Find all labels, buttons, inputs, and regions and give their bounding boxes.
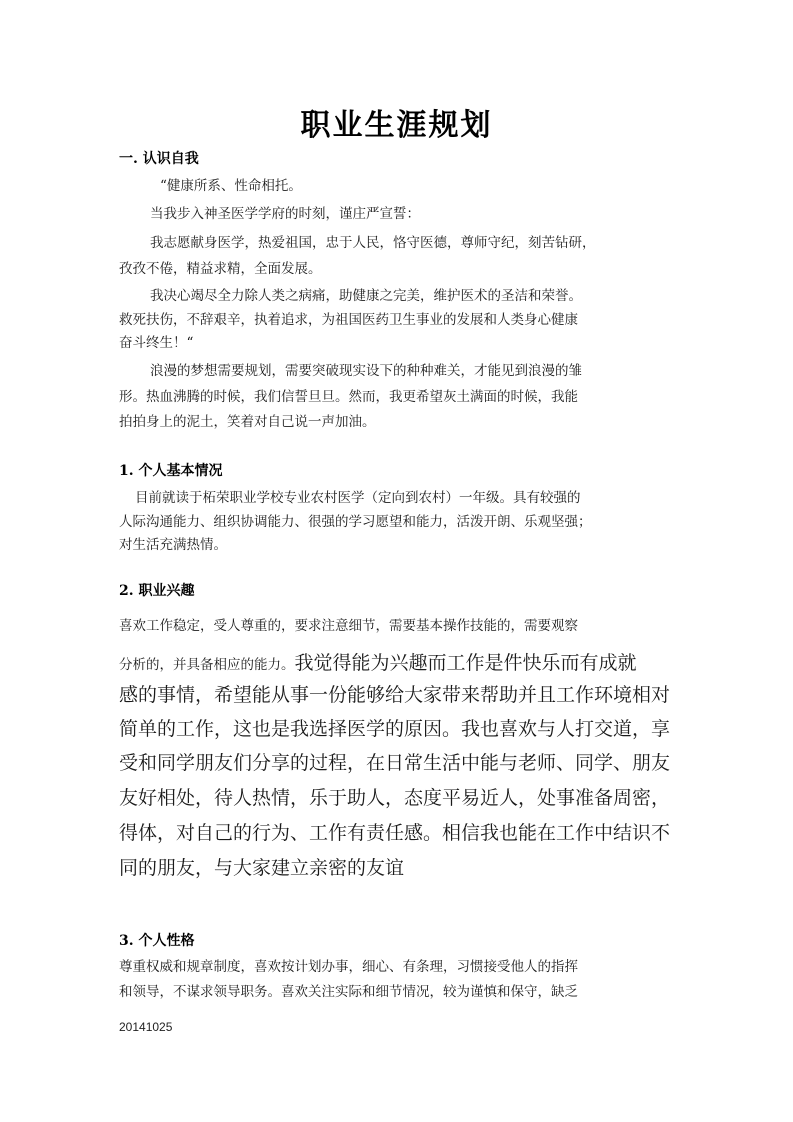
section-heading-interest: 2. 职业兴趣 xyxy=(119,583,195,599)
interest-line: 得体，对自己的行为、工作有责任感。相信我也能在工作中结识不 xyxy=(119,822,671,844)
interest-line: 同的朋友，与大家建立亲密的友谊 xyxy=(119,857,405,879)
reflection-line: 浪漫的梦想需要规划，需要突破现实设下的种种难关，才能见到浪漫的雏 xyxy=(150,363,582,379)
oath-line: 当我步入神圣医学学府的时刻，谨庄严宣誓： xyxy=(150,206,420,222)
oath-line: 孜孜不倦，精益求精，全面发展。 xyxy=(119,261,322,277)
section-heading-personality: 3. 个人性格 xyxy=(119,933,195,949)
interest-line xyxy=(119,648,637,675)
section-heading-basic-info: 1. 个人基本情况 xyxy=(119,463,223,479)
personality-line: 和领导，不谋求领导职务。喜欢关注实际和细节情况，较为谨慎和保守，缺乏 xyxy=(119,984,578,1000)
oath-line: 奋斗终生！“ xyxy=(119,335,194,351)
page-footer-date: 20141025 xyxy=(119,1020,173,1034)
basic-info-line: 目前就读于柘荣职业学校专业农村医学（定向到农村）一年级。具有较强的 xyxy=(135,490,581,506)
interest-line-big: 我觉得能为兴趣而工作是件快乐而有成就 xyxy=(294,652,637,674)
interest-line: 感的事情，希望能从事一份能够给大家带来帮助并且工作环境相对 xyxy=(119,684,671,706)
section-heading-self: 一. 认识自我 xyxy=(119,151,199,167)
oath-line: 救死扶伤，不辞艰辛，执着追求，为祖国医药卫生事业的发展和人类身心健康 xyxy=(119,312,578,328)
personality-line: 尊重权威和规章制度，喜欢按计划办事，细心、有条理，习惯接受他人的指挥 xyxy=(119,959,578,975)
reflection-line: 形。热血沸腾的时候，我们信誓旦旦。然而，我更希望灰土满面的时候，我能 xyxy=(119,389,578,405)
interest-line: 友好相处，待人热情，乐于助人，态度平易近人，处事准备周密， xyxy=(119,787,671,809)
interest-line: 喜欢工作稳定，受人尊重的，要求注意细节，需要基本操作技能的，需要观察 xyxy=(119,618,578,634)
basic-info-line: 人际沟通能力、组织协调能力、很强的学习愿望和能力，活泼开朗、乐观坚强； xyxy=(119,514,592,530)
page-title: 职业生涯规划 xyxy=(300,108,493,143)
interest-line-small: 分析的，并具备相应的能力。 xyxy=(119,657,295,673)
interest-line: 简单的工作，这也是我选择医学的原因。我也喜欢与人打交道，享 xyxy=(119,718,671,740)
oath-line: 我志愿献身医学，热爱祖国，忠于人民，恪守医德，尊师守纪，刻苦钻研， xyxy=(150,235,596,251)
oath-line: 我决心竭尽全力除人类之病痛，助健康之完美，维护医术的圣洁和荣誉。 xyxy=(150,288,582,304)
reflection-line: 拍拍身上的泥土，笑着对自己说一声加油。 xyxy=(119,414,376,430)
oath-line: “健康所系、性命相托。 xyxy=(160,178,302,194)
interest-line: 受和同学朋友们分享的过程，在日常生活中能与老师、同学、朋友 xyxy=(119,752,671,774)
basic-info-line: 对生活充满热情。 xyxy=(119,537,227,553)
